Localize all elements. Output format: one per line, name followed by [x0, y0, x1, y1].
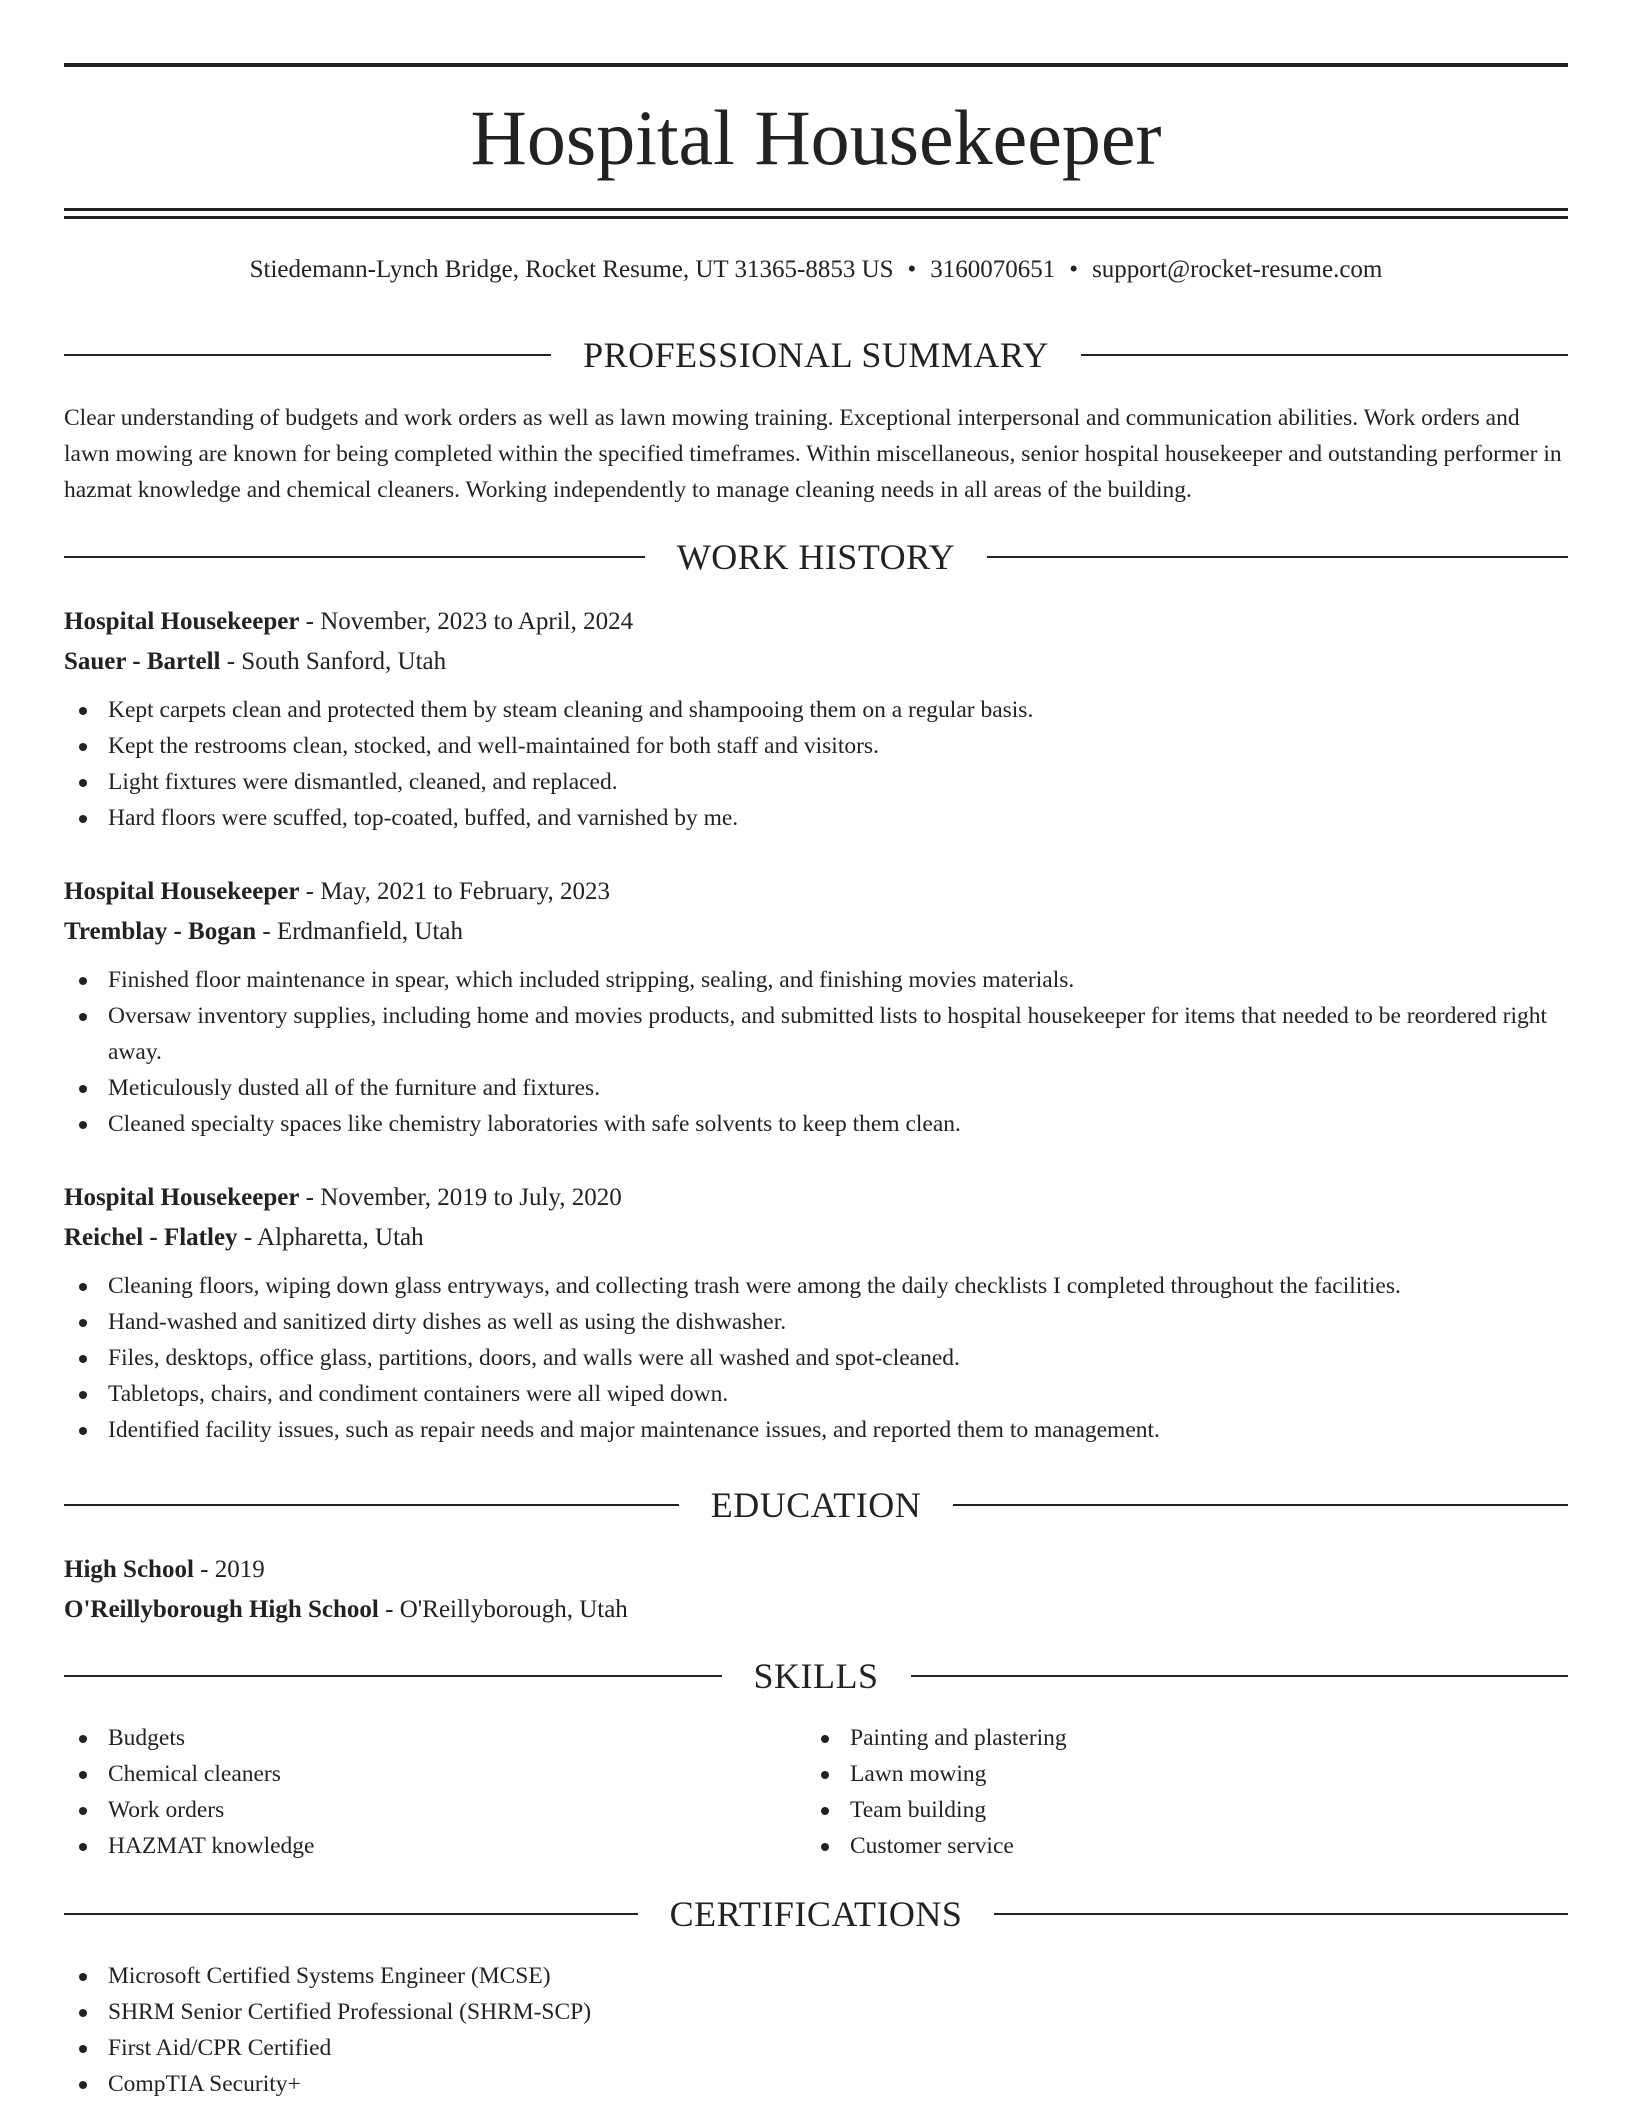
section-title: CERTIFICATIONS: [669, 1894, 963, 1934]
job-title: Hospital Housekeeper: [64, 878, 300, 905]
bullet-text: Identified facility issues, such as repair needs and major maintenance issues, and reported them to management.: [108, 1417, 1160, 1443]
skill-text: Team building: [850, 1797, 987, 1823]
heading-rule-right: [1081, 354, 1568, 356]
list-item: [64, 692, 1568, 728]
skills-list: [64, 1720, 1568, 1864]
list-item: [64, 1106, 1568, 1142]
certification-text: CompTIA Security+: [108, 2071, 301, 2097]
skill-text: Lawn mowing: [850, 1761, 987, 1787]
list-item: [64, 962, 1568, 998]
list-item: [64, 2066, 1568, 2102]
list-item: [64, 998, 1568, 1070]
heading-rule-right: [987, 556, 1568, 558]
section-heading-summary: [64, 333, 1568, 377]
job-dates: - May, 2021 to February, 2023: [299, 878, 611, 905]
bullet-text: Oversaw inventory supplies, including home and movies products, and submitted lists to hospital housekeeper for items that needed to be reordered right away.: [108, 1003, 1548, 1065]
skills-column-right: [806, 1720, 1548, 1864]
list-item: [64, 1412, 1568, 1448]
job-employer: Sauer - Bartell: [64, 648, 221, 675]
education-year: - 2019: [193, 1556, 265, 1583]
heading-rule-right: [911, 1675, 1569, 1677]
list-item: [64, 1828, 806, 1864]
bullet-icon: [79, 977, 87, 985]
bullet-icon: [79, 2045, 87, 2053]
skill-text: HAZMAT knowledge: [108, 1833, 315, 1859]
skill-text: Budgets: [108, 1725, 186, 1751]
job-title-line: [64, 1178, 1568, 1218]
resume-title: Hospital Housekeeper: [470, 94, 1162, 181]
bullet-text: Hard floors were scuffed, top-coated, buffed, and varnished by me.: [108, 805, 739, 831]
bullet-text: Finished floor maintenance in spear, which included stripping, sealing, and finishing movies materials.: [108, 967, 1075, 993]
bullet-text: Light fixtures were dismantled, cleaned, and replaced.: [108, 769, 618, 795]
job-entry: [64, 1178, 1568, 1448]
section-title: SKILLS: [753, 1656, 879, 1696]
bullet-icon: [79, 1085, 87, 1093]
bullet-icon: [821, 1807, 829, 1815]
contact-info: [64, 252, 1568, 288]
header-top-rule: [64, 63, 1568, 67]
list-item: [64, 1720, 806, 1756]
job-employer-line: [64, 642, 1568, 682]
list-item: [64, 1070, 1568, 1106]
section-heading-certifications: [64, 1892, 1568, 1936]
bullet-icon: [79, 1771, 87, 1779]
bullet-icon: [79, 1735, 87, 1743]
section-heading-education: [64, 1483, 1568, 1527]
bullet-text: Files, desktops, office glass, partitions, doors, and walls were all washed and spot-cleaned.: [108, 1345, 960, 1371]
heading-rule-left: [64, 354, 551, 356]
list-item: [64, 1994, 1568, 2030]
heading-rule-left: [64, 1504, 679, 1506]
bullet-icon: [79, 1427, 87, 1435]
bullet-icon: [79, 1319, 87, 1327]
job-employer-line: [64, 1218, 1568, 1258]
list-item: [64, 728, 1568, 764]
education-degree: High School: [64, 1556, 194, 1583]
job-location: - Alpharetta, Utah: [237, 1224, 424, 1251]
list-item: [64, 1340, 1568, 1376]
bullet-icon: [79, 1843, 87, 1851]
job-title: Hospital Housekeeper: [64, 608, 300, 635]
bullet-icon: [79, 707, 87, 715]
header-double-rule-lower: [64, 216, 1568, 219]
heading-rule-left: [64, 556, 645, 558]
skill-text: Chemical cleaners: [108, 1761, 281, 1787]
contact-separator: •: [907, 256, 917, 283]
bullet-icon: [79, 1283, 87, 1291]
education-school-line: [64, 1590, 1568, 1630]
bullet-text: Hand-washed and sanitized dirty dishes as well as using the dishwasher.: [108, 1309, 787, 1335]
certification-text: Microsoft Certified Systems Engineer (MCSE): [108, 1963, 551, 1989]
bullet-text: Cleaned specialty spaces like chemistry laboratories with safe solvents to keep them clean.: [108, 1111, 961, 1137]
job-employer: Reichel - Flatley: [64, 1224, 238, 1251]
education-entry: [64, 1550, 1568, 1630]
list-item: [806, 1828, 1548, 1864]
bullet-icon: [79, 2081, 87, 2089]
section-heading-work-history: [64, 535, 1568, 579]
job-bullets: [64, 962, 1568, 1142]
job-employer-line: [64, 912, 1568, 952]
header-double-rule-upper: [64, 208, 1568, 211]
list-item: [64, 1958, 1568, 1994]
list-item: [64, 764, 1568, 800]
bullet-icon: [79, 1391, 87, 1399]
job-entry: [64, 602, 1568, 836]
bullet-icon: [821, 1771, 829, 1779]
job-title-line: [64, 872, 1568, 912]
section-heading-skills: [64, 1654, 1568, 1698]
section-title: PROFESSIONAL SUMMARY: [583, 335, 1049, 375]
list-item: [64, 1376, 1568, 1412]
skill-text: Work orders: [108, 1797, 225, 1823]
bullet-icon: [79, 743, 87, 751]
list-item: [806, 1792, 1548, 1828]
bullet-text: Kept the restrooms clean, stocked, and well-maintained for both staff and visitors.: [108, 733, 879, 759]
list-item: [64, 1268, 1568, 1304]
bullet-icon: [821, 1843, 829, 1851]
list-item: [806, 1756, 1548, 1792]
bullet-icon: [79, 1355, 87, 1363]
contact-separator: •: [1069, 256, 1079, 283]
summary-text: Clear understanding of budgets and work orders as well as lawn mowing training. Exceptional interpersonal and communication abilities. Work orders and lawn mowing are known for being completed within the specified timeframes. Within miscellaneous, senior hospital housekeeper and outstanding performer in hazmat knowledge and chemical cleaners. Working independently to manage cleaning needs in all areas of the building.: [64, 405, 1562, 503]
education-degree-line: [64, 1550, 1568, 1590]
job-dates: - November, 2019 to July, 2020: [299, 1184, 622, 1211]
contact-phone: 3160070651: [930, 256, 1056, 283]
certification-text: SHRM Senior Certified Professional (SHRM-SCP): [108, 1999, 592, 2025]
heading-rule-left: [64, 1913, 638, 1915]
bullet-icon: [79, 815, 87, 823]
education-location: - O'Reillyborough, Utah: [378, 1596, 628, 1623]
bullet-icon: [79, 779, 87, 787]
list-item: [64, 800, 1568, 836]
section-title: EDUCATION: [710, 1485, 922, 1525]
skill-text: Painting and plastering: [850, 1725, 1067, 1751]
bullet-icon: [79, 1973, 87, 1981]
bullet-icon: [79, 1013, 87, 1021]
education-school: O'Reillyborough High School: [64, 1596, 379, 1623]
job-title-line: [64, 602, 1568, 642]
list-item: [64, 2030, 1568, 2066]
contact-email: support@rocket-resume.com: [1092, 256, 1383, 283]
bullet-text: Cleaning floors, wiping down glass entryways, and collecting trash were among the daily checklists I completed throughout the facilities.: [108, 1273, 1401, 1299]
job-employer: Tremblay - Bogan: [64, 918, 257, 945]
list-item: [64, 1792, 806, 1828]
list-item: [64, 1756, 806, 1792]
job-location: - South Sanford, Utah: [220, 648, 447, 675]
certifications-list: [64, 1958, 1568, 2102]
bullet-icon: [79, 1121, 87, 1129]
heading-rule-left: [64, 1675, 722, 1677]
heading-rule-right: [994, 1913, 1568, 1915]
skills-column-left: [64, 1720, 806, 1864]
bullet-icon: [79, 1807, 87, 1815]
contact-address: Stiedemann-Lynch Bridge, Rocket Resume, UT 31365-8853 US: [249, 256, 894, 283]
job-bullets: [64, 1268, 1568, 1448]
bullet-icon: [79, 2009, 87, 2017]
bullet-text: Kept carpets clean and protected them by steam cleaning and shampooing them on a regular basis.: [108, 697, 1034, 723]
job-entry: [64, 872, 1568, 1142]
heading-rule-right: [953, 1504, 1568, 1506]
certification-text: First Aid/CPR Certified: [108, 2035, 332, 2061]
bullet-text: Tabletops, chairs, and condiment containers were all wiped down.: [108, 1381, 729, 1407]
list-item: [806, 1720, 1548, 1756]
section-title: WORK HISTORY: [676, 537, 956, 577]
bullet-text: Meticulously dusted all of the furniture and fixtures.: [108, 1075, 601, 1101]
skill-text: Customer service: [850, 1833, 1014, 1859]
list-item: [64, 1304, 1568, 1340]
job-title: Hospital Housekeeper: [64, 1184, 300, 1211]
bullet-icon: [821, 1735, 829, 1743]
job-bullets: [64, 692, 1568, 836]
job-location: - Erdmanfield, Utah: [256, 918, 464, 945]
job-dates: - November, 2023 to April, 2024: [299, 608, 634, 635]
